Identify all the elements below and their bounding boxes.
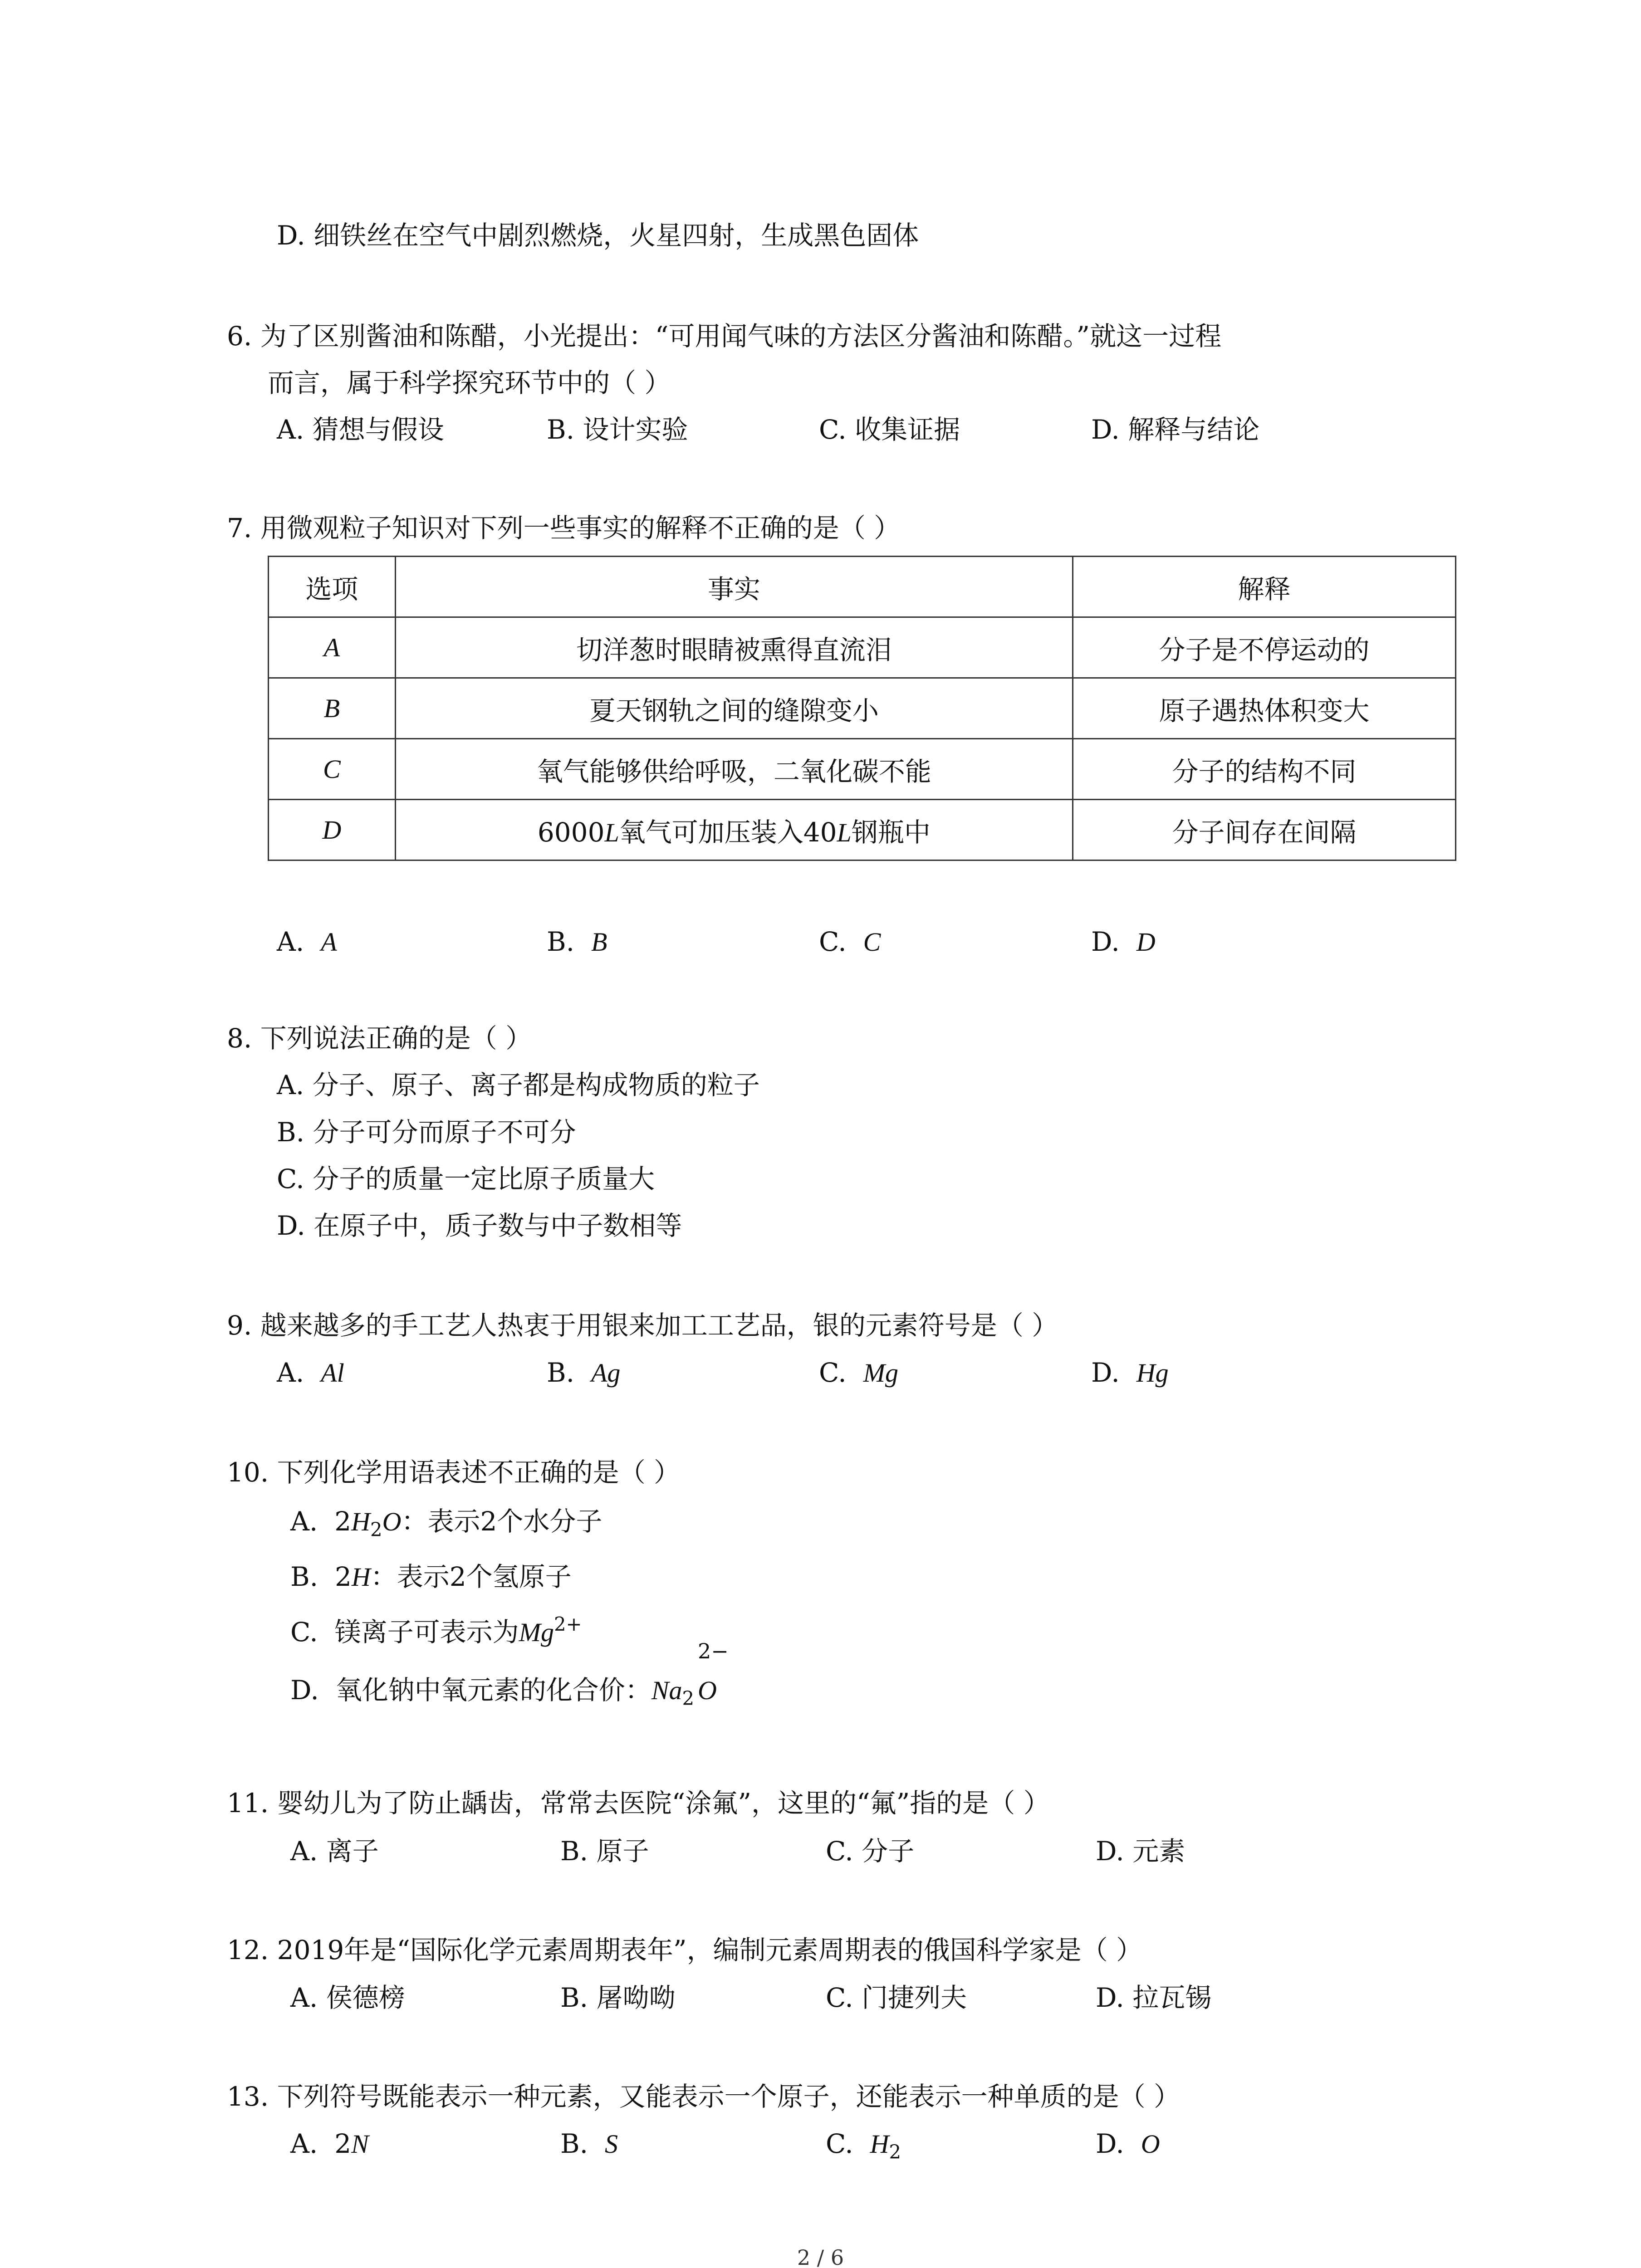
table-row [269,800,1456,860]
table-row [269,617,1456,678]
q12-stem: 12. 2019年是“国际化学元素周期表年”，编制元素周期表的俄国科学家是（ ） [227,1935,1143,1965]
q7-option-a[interactable]: A. A [277,926,337,957]
q5-option-d: D. 细铁丝在空气中剧烈燃烧，火星四射，生成黑色固体 [277,220,919,251]
table-cell-option: C [269,739,396,800]
table-cell-explanation: 分子是不停运动的 [1073,617,1456,678]
q6-option-b[interactable]: B. 设计实验 [547,414,688,445]
table-row [269,739,1456,800]
table-cell-fact [395,800,1073,860]
q6-stem-line1: 6. 为了区别酱油和陈醋，小光提出：“可用闻气味的方法区分酱油和陈醋。”就这一过程 [227,321,1222,352]
q10-option-a[interactable]: A. $2H_2O$：表示2个水分子 [290,1506,603,1541]
table-header-fact: 事实 [395,557,1073,617]
q7-facts-table [268,556,1456,861]
q10-option-b[interactable]: B. 2H：表示2个氢原子 [290,1561,572,1592]
q7-option-b[interactable]: B. B [547,926,607,957]
q13-option-a[interactable]: A. 2N [290,2128,369,2159]
q12-option-c[interactable]: C. 门捷列夫 [826,1982,967,2013]
q8-option-d[interactable]: D. 在原子中，质子数与中子数相等 [277,1210,682,1241]
q12-option-b[interactable]: B. 屠呦呦 [560,1982,676,2013]
q10-stem: 10. 下列化学用语表述不正确的是（ ） [227,1457,681,1488]
q11-option-d[interactable]: D. 元素 [1096,1836,1185,1867]
q9-option-d[interactable]: D. Hg [1091,1357,1169,1388]
table-cell-option: D [269,800,396,860]
q6-stem-line2: 而言，属于科学探究环节中的（ ） [268,367,671,398]
table-cell-explanation: 原子遇热体积变大 [1073,678,1456,739]
fact-text: 氧气可加压装入40 [619,816,837,848]
q8-option-c[interactable]: C. 分子的质量一定比原子质量大 [277,1163,655,1194]
q9-option-a[interactable]: A. Al [277,1357,344,1388]
table-header-explanation: 解释 [1073,557,1456,617]
q8-option-a[interactable]: A. 分子、原子、离子都是构成物质的粒子 [277,1070,760,1100]
q6-option-d[interactable]: D. 解释与结论 [1091,414,1260,445]
table-header-row [269,557,1456,617]
unit-l: L [604,817,619,847]
q13-option-d[interactable]: D. O [1096,2128,1160,2159]
q13-option-c[interactable]: C. $H_2$ [826,2128,901,2163]
table-cell-explanation: 分子的结构不同 [1073,739,1456,800]
q8-stem: 8. 下列说法正确的是（ ） [227,1023,532,1054]
valence-charge: 2− [698,1639,729,1663]
q9-stem: 9. 越来越多的手工艺人热衷于用银来加工工艺品，银的元素符号是（ ） [227,1310,1058,1341]
q13-stem: 13. 下列符号既能表示一种元素，又能表示一个原子，还能表示一种单质的是（ ） [227,2081,1181,2112]
q9-option-c[interactable]: C. Mg [819,1357,898,1388]
q11-option-c[interactable]: C. 分子 [826,1836,915,1867]
table-cell-explanation: 分子间存在间隔 [1073,800,1456,860]
q10-option-c[interactable]: C. 镁离子可表示为$Mg^{2+}$ [290,1613,582,1647]
q7-stem: 7. 用微观粒子知识对下列一些事实的解释不正确的是（ ） [227,513,901,543]
table-cell-option: A [269,617,396,678]
table-cell-fact: 夏天钢轨之间的缝隙变小 [395,678,1073,739]
q8-option-b[interactable]: B. 分子可分而原子不可分 [277,1117,576,1148]
table-cell-option: B [269,678,396,739]
q12-option-d[interactable]: D. 拉瓦锡 [1096,1982,1212,2013]
q12-option-a[interactable]: A. 侯德榜 [290,1982,405,2013]
page-number: 2 / 6 [797,2245,844,2268]
q10-option-d[interactable]: D. 氧化钠中氧元素的化合价：$Na_2$ 2− O [290,1639,729,1710]
q9-option-b[interactable]: B. Ag [547,1357,621,1388]
table-cell-fact: 氧气能够供给呼吸，二氧化碳不能 [395,739,1073,800]
q11-stem: 11. 婴幼儿为了防止龋齿，常常去医院“涂氟”，这里的“氟”指的是（ ） [227,1788,1050,1818]
table-cell-fact: 切洋葱时眼睛被熏得直流泪 [395,617,1073,678]
q7-option-c[interactable]: C. C [819,926,881,957]
fact-number: 6000 [537,816,605,848]
q6-option-a[interactable]: A. 猜想与假设 [277,414,444,445]
table-header-option: 选项 [269,557,396,617]
fact-text: 钢瓶中 [851,816,931,848]
table-row [269,678,1456,739]
q6-option-c[interactable]: C. 收集证据 [819,414,960,445]
unit-l: L [837,817,852,847]
q7-option-d[interactable]: D. D [1091,926,1156,957]
q11-option-b[interactable]: B. 原子 [560,1836,649,1867]
q13-option-b[interactable]: B. S [560,2128,618,2159]
q11-option-a[interactable]: A. 离子 [290,1836,379,1867]
